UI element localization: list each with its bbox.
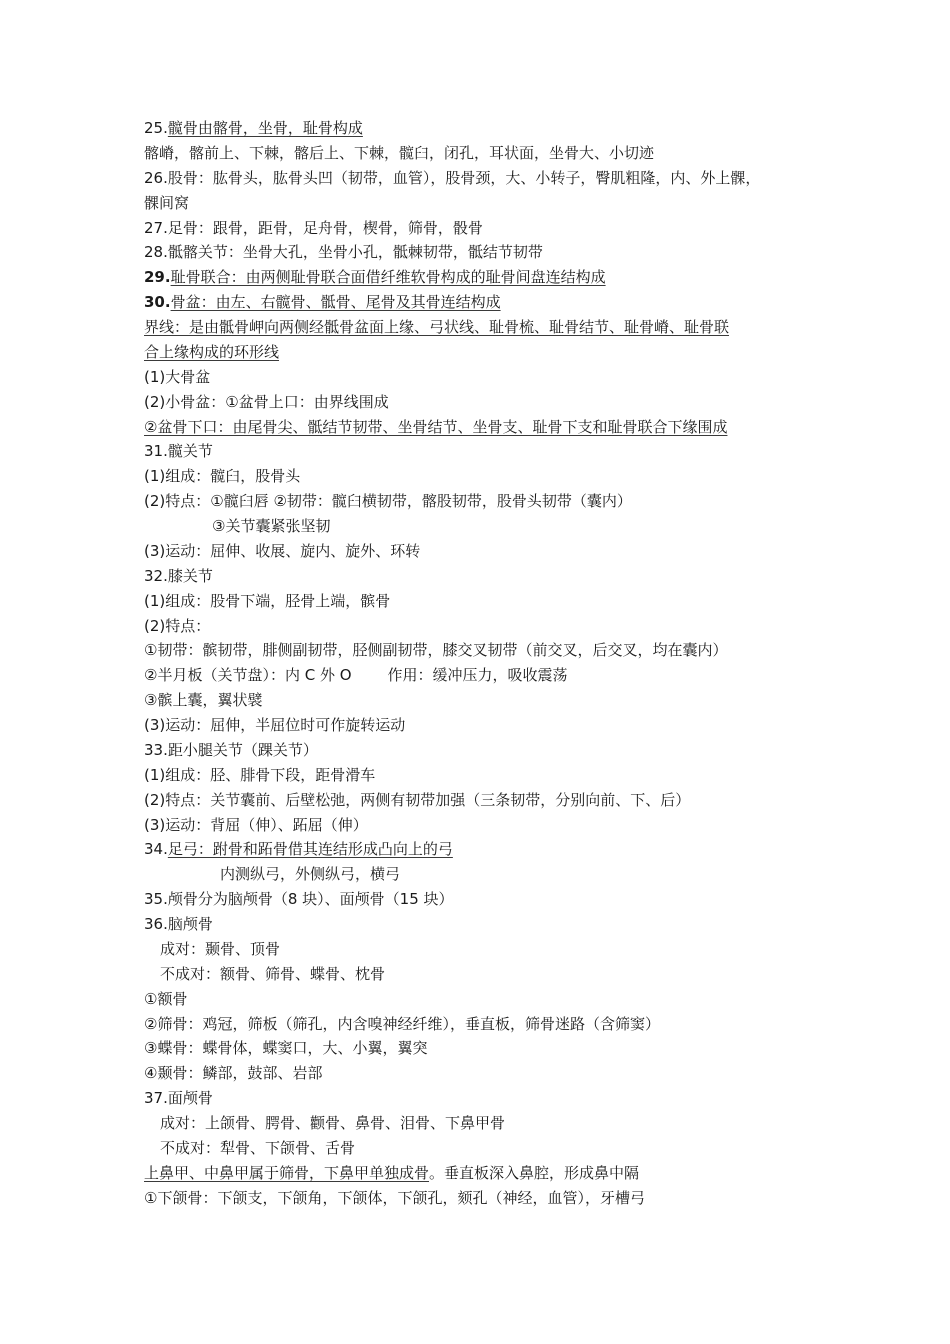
item-28: 28.骶髂关节：坐骨大孔，坐骨小孔，骶棘韧带，骶结节韧带	[144, 243, 543, 262]
underlined-text: 合上缘构成的环形线	[144, 342, 280, 361]
text-line-indented: 不成对：额骨、筛骨、蝶骨、枕骨	[160, 964, 386, 983]
plain-text: 。垂直板深入鼻腔，形成鼻中隔	[429, 1163, 640, 1182]
item-25-heading	[144, 116, 814, 141]
text-line-indented: 成对：上颌骨、腭骨、颧骨、鼻骨、泪骨、下鼻甲骨	[160, 1114, 506, 1132]
text-line	[144, 663, 814, 688]
underlined-text: 骨盆：由左、右髋骨、骶骨、尾骨及其骨连结构成	[170, 293, 501, 312]
item-number: 30.	[144, 293, 171, 312]
text-line: ④颞骨：鳞部，鼓部、岩部	[144, 1064, 323, 1083]
text-line: (2)特点：①髋臼唇 ②韧带：髋臼横韧带，髂股韧带，股骨头韧带（囊内）	[144, 492, 632, 511]
text-line: ①额骨	[144, 989, 188, 1008]
text-line: (1)组成：股骨下端，胫骨上端，髌骨	[144, 591, 391, 610]
text-line: (3)运动：屈伸、收展、旋内、旋外、环转	[144, 541, 421, 560]
item-33-heading: 33.距小腿关节（踝关节）	[144, 740, 318, 759]
item-30-heading	[144, 290, 814, 315]
item-number: 25.	[144, 119, 168, 137]
item-37-heading: 37.面颅骨	[144, 1089, 213, 1108]
underlined-text: ②盆骨下口：由尾骨尖、骶结节韧带、坐骨结节、坐骨支、耻骨下支和耻骨联合下缘围成	[144, 417, 728, 436]
underlined-text: 髋骨由髂骨，坐骨，耻骨构成	[167, 119, 363, 137]
text-line: (1)组成：胫、腓骨下段，距骨滑车	[144, 765, 376, 784]
text-line-indented: 内测纵弓，外侧纵弓，横弓	[220, 865, 401, 884]
text-line: 髂嵴，髂前上、下棘，髂后上、下棘，髋臼，闭孔，耳状面，坐骨大、小切迹	[144, 143, 655, 162]
text-line: (3)运动：背屈（伸）、跖屈（伸）	[144, 815, 368, 834]
item-32-heading: 32.膝关节	[144, 566, 213, 585]
text-line: ③蝶骨：蝶骨体，蝶窦口，大、小翼，翼突	[144, 1039, 428, 1058]
text-line: (3)运动：屈伸，半屈位时可作旋转运动	[144, 716, 406, 734]
text-line-indented: 不成对：犁骨、下颌骨、舌骨	[160, 1138, 356, 1157]
text-line: (2)特点：	[144, 616, 211, 635]
item-34-heading	[144, 837, 814, 862]
text-line-indented: 成对：颞骨、顶骨	[160, 939, 281, 958]
text-line: ②筛骨：鸡冠，筛板（筛孔，内含嗅神经纤维），垂直板，筛骨迷路（含筛窦）	[144, 1014, 660, 1033]
text-line: 髁间窝	[144, 193, 190, 212]
text-line: (1)大骨盆	[144, 367, 211, 386]
text-line: (2)特点：关节囊前、后壁松弛，两侧有韧带加强（三条韧带，分别向前、下、后）	[144, 790, 691, 809]
underlined-text: 耻骨联合：由两侧耻骨联合面借纤维软骨构成的耻骨间盘连结构成	[170, 268, 606, 287]
function-text: 作用：缓冲压力，吸收震荡	[387, 666, 568, 685]
item-31-heading: 31.髋关节	[144, 442, 213, 461]
item-27: 27.足骨：跟骨，距骨，足舟骨，楔骨，筛骨，骰骨	[144, 218, 483, 237]
text-line: (1)组成：髋臼，股骨头	[144, 467, 301, 486]
text-line: ①下颌骨：下颌支，下颌角，下颌体，下颌孔，颏孔（神经，血管），牙槽弓	[144, 1188, 645, 1207]
text-line: (2)小骨盆：①盆骨上口：由界线围成	[144, 392, 389, 411]
item-35: 35.颅骨分为脑颅骨（8 块）、面颅骨（15 块）	[144, 890, 454, 909]
underlined-text: 足弓：跗骨和跖骨借其连结形成凸向上的弓	[167, 840, 453, 859]
text-line: ③髌上囊，翼状襞	[144, 691, 263, 710]
notes-body	[144, 116, 814, 1211]
text-line	[144, 415, 814, 440]
item-26: 26.股骨：肱骨头，肱骨头凹（韧带，血管），股骨颈，大、小转子，臀肌粗隆，内、外上髁，	[144, 168, 761, 187]
item-number: 34.	[144, 840, 168, 859]
underlined-text: 上鼻甲、中鼻甲属于筛骨，下鼻甲单独成骨	[144, 1163, 430, 1182]
text-line-indented: ③关节囊紧张坚韧	[212, 517, 331, 535]
text-line	[144, 1161, 814, 1186]
text-line: ①韧带：髌韧带，腓侧副韧带，胫侧副韧带，膝交叉韧带（前交叉，后交叉，均在囊内）	[144, 641, 728, 660]
text-line	[144, 340, 814, 365]
item-number: 29.	[144, 268, 171, 287]
item-36-heading: 36.脑颅骨	[144, 915, 213, 933]
meniscus-text: ②半月板（关节盘）：内 C 外 O	[144, 666, 352, 685]
item-29-heading	[144, 265, 814, 290]
underlined-line: 界线：是由骶骨岬向两侧经骶骨盆面上缘、弓状线、耻骨梳、耻骨结节、耻骨嵴、耻骨联	[144, 318, 730, 336]
